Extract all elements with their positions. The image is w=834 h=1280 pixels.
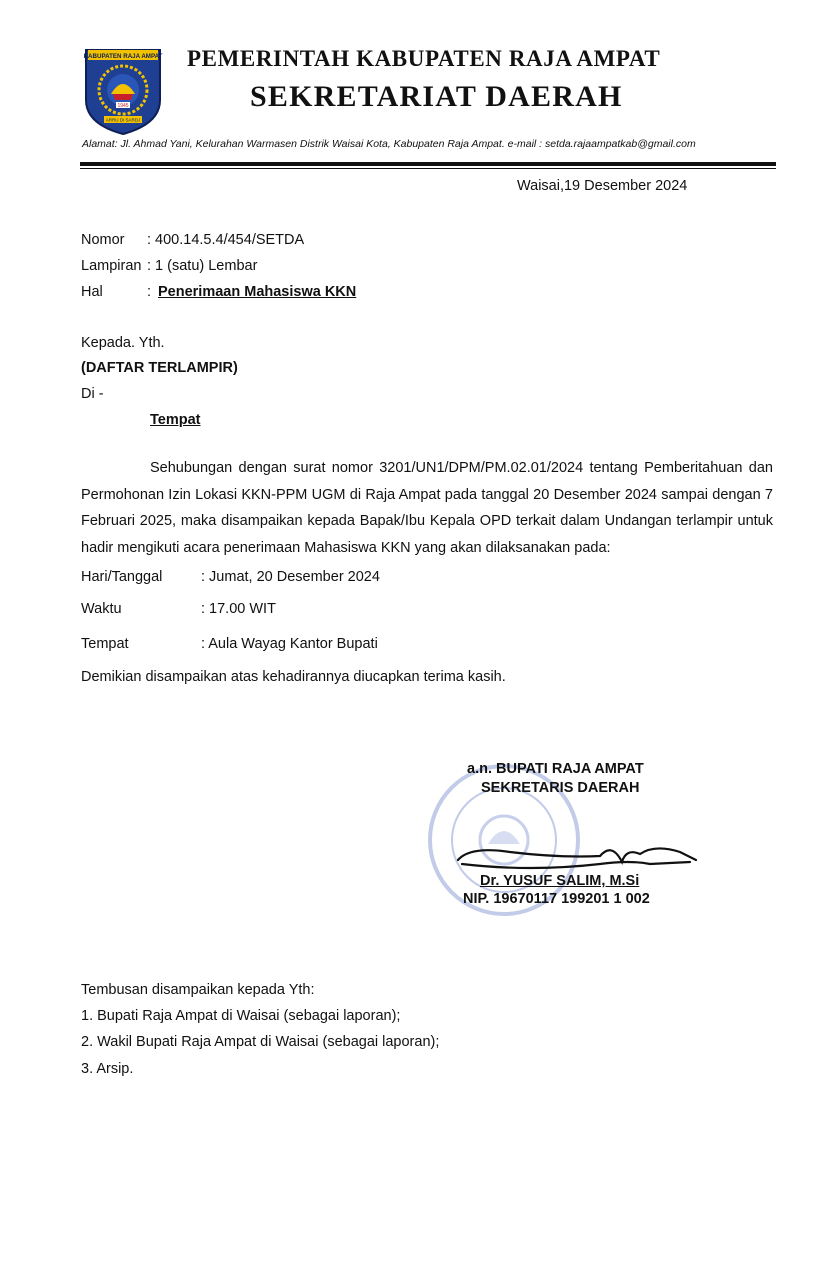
handwritten-signature [450, 838, 700, 878]
recipient-place: Tempat [150, 412, 201, 428]
lampiran-value: : 1 (satu) Lembar [147, 258, 258, 274]
hal-label: Hal [81, 284, 103, 300]
letter-body-paragraph: Sehubungan dengan surat nomor 3201/UN1/DPM/PM.02.01/2024 tentang Pemberitahuan dan Permohonan Izin Lokasi KKN-PPM UGM di Raja Ampat pada tanggal 20 Desember 2024 sampai dengan 7 Februari 2025, maka disampaikan kepada Bapak/Ibu Kepala OPD terkait dalam Undangan terlampir untuk hadir mengikuti acara penerimaan Mahasiswa KKN yang akan dilaksanakan pada: [81, 460, 773, 556]
nomor-value: : 400.14.5.4/454/SETDA [147, 232, 305, 248]
logo-bottom-text: ARRU DI SARDJ [105, 117, 141, 123]
cc-item: 1. Bupati Raja Ampat di Waisai (sebagai laporan); [81, 1008, 401, 1024]
cc-item: 3. Arsip. [81, 1061, 134, 1077]
recipient-list: (DAFTAR TERLAMPIR) [81, 360, 238, 376]
event-place-label: Tempat [81, 636, 129, 652]
signatory-name: Dr. YUSUF SALIM, M.Si [480, 873, 640, 889]
hal-colon: : [147, 284, 152, 300]
event-date-label: Hari/Tanggal [81, 569, 163, 585]
recipient-salutation: Kepada. Yth. [81, 335, 165, 351]
letterhead-divider-thick [80, 162, 776, 166]
event-place-value: : Aula Wayag Kantor Bupati [201, 636, 378, 652]
letterhead-office-title: SEKRETARIAT DAERAH [250, 80, 623, 113]
lampiran-label: Lampiran [81, 258, 142, 274]
letterhead-divider-thin [80, 168, 776, 169]
letterhead-government-title: PEMERINTAH KABUPATEN RAJA AMPAT [187, 46, 661, 71]
regency-emblem-logo [82, 44, 164, 136]
cc-item: 2. Wakil Bupati Raja Ampat di Waisai (sebagai laporan); [81, 1034, 440, 1050]
letter-date: Waisai,19 Desember 2024 [517, 178, 688, 194]
event-date-value: : Jumat, 20 Desember 2024 [201, 569, 380, 585]
logo-top-text: KABUPATEN RAJA AMPAT [83, 53, 163, 60]
hal-subject: Penerimaan Mahasiswa KKN [158, 284, 357, 300]
logo-badge-text: 1945 [117, 103, 129, 109]
event-time-value: : 17.00 WIT [201, 601, 276, 617]
letterhead-address: Alamat: Jl. Ahmad Yani, Kelurahan Warmasen Distrik Waisai Kota, Kabupaten Raja Ampat. e-mail : setda.rajaampatkab@gmail.com [82, 138, 696, 150]
signature-title-line1: a.n. BUPATI RAJA AMPAT [467, 761, 644, 777]
cc-heading: Tembusan disampaikan kepada Yth: [81, 982, 315, 998]
recipient-di: Di - [81, 386, 104, 402]
event-time-label: Waktu [81, 601, 122, 617]
nomor-label: Nomor [81, 232, 125, 248]
closing-sentence: Demikian disampaikan atas kehadirannya diucapkan terima kasih. [81, 669, 506, 685]
signatory-nip: NIP. 19670117 199201 1 002 [463, 891, 650, 907]
signature-title-line2: SEKRETARIS DAERAH [481, 780, 640, 796]
